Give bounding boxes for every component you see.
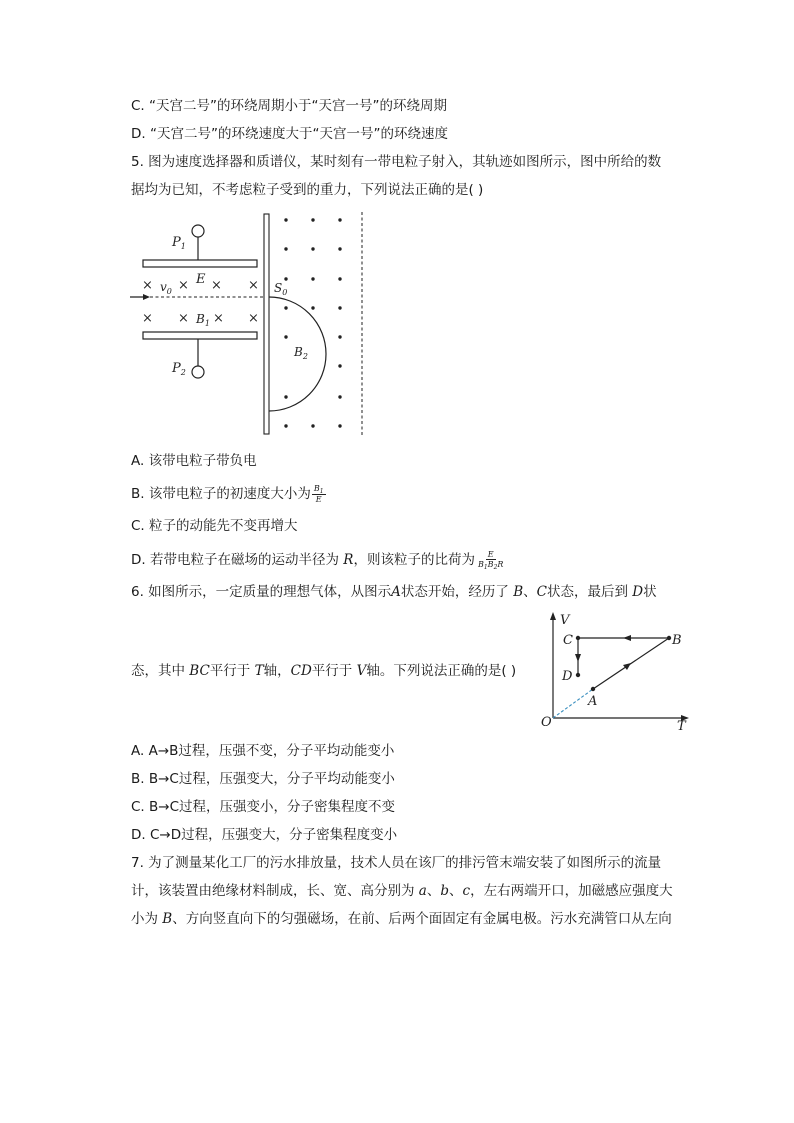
process-a-b [593,638,669,689]
v-t-graph [535,610,695,734]
svg-text:×: × [248,278,259,293]
q7-stem-line1: 7. 为了测量某化工厂的污水排放量，技术人员在该厂的排污管末端安装了如图所示的流量 [131,855,662,871]
point-a-label: A [588,694,598,709]
q6-option-d: D. C→D过程，压强变大，分子密集程度变小 [131,827,398,843]
svg-text:×: × [142,278,153,293]
q5-option-a: A. 该带电粒子带负电 [131,453,257,469]
q5-stem-line1: 5. 图为速度选择器和质谱仪，某时刻有一带电粒子射入，其轨迹如图所示，图中所给的数 [131,154,662,170]
p2-label: $P_2$ [172,361,186,377]
q6-stem-line1: 6. 如图所示，一定质量的理想气体，从图示A状态开始，经历了 B、C状态，最后到 D状 [131,584,657,600]
svg-text:×: × [178,278,189,293]
s0-slit-label: $S_0$ [274,281,288,297]
b2-label: $B_2$ [294,345,308,361]
svg-text:×: × [213,311,224,326]
v0-label: $v_0$ [160,280,172,296]
t-axis-label: T [677,719,686,734]
upper-plate [143,260,257,267]
svg-text:×: × [142,311,153,326]
p2-terminal [192,366,204,378]
q6-option-c: C. B→C过程，压强变小，分子密集程度不变 [131,799,396,815]
b1-label: $B_1$ [196,312,210,328]
q4-option-d: D. “天宫二号”的环绕速度大于“天宫一号”的环绕速度 [131,126,448,142]
point-b [667,636,671,640]
svg-text:×: × [178,311,189,326]
b2-field-dots [284,218,341,427]
q4-option-c: C. “天宫二号”的环绕周期小于“天宫一号”的环绕周期 [131,98,447,114]
q5-option-d: D. 若带电粒子在磁场的运动半径为 R，则该粒子的比荷为 $\frac{E}{B_1B_2R}$ [131,550,504,571]
point-d [576,673,580,677]
lower-plate [143,332,257,339]
q6-option-a: A. A→B过程，压强不变，分子平均动能变小 [131,743,395,759]
q6-option-b: B. B→C过程，压强变大，分子平均动能变小 [131,771,395,787]
q7-stem-line3: 小为 B、方向竖直向下的匀强磁场，在前、后两个面固定有金属电极。污水充满管口从左向 [131,911,672,927]
q5-option-b: B. 该带电粒子的初速度大小为 $\frac{B_1}{E}$ [131,484,324,504]
e-field-label: E [196,272,206,287]
q5-option-d-fraction: $\frac{E}{B_1B_2R}$ [477,550,504,571]
q6-stem-line2: 态，其中 BC平行于 T轴，CD平行于 V轴。下列说法正确的是( ) [131,663,517,679]
q5-stem-line2: 据均为已知，不考虑粒子受到的重力，下列说法正确的是( ) [131,182,484,198]
q7-stem-line2: 计，该装置由绝缘材料制成，长、宽、高分别为 a、b、c，左右两端开口，加磁感应强度大 [131,883,673,899]
origin-label: O [541,715,552,730]
point-a [591,687,595,691]
point-b-label: B [672,633,682,648]
p1-label: $P_1$ [172,235,186,251]
svg-text:×: × [248,311,259,326]
origin-extension [553,689,593,718]
v-axis-label: V [560,613,570,628]
point-c-label: C [563,633,573,648]
q5-option-c: C. 粒子的动能先不变再增大 [131,518,298,534]
q5-option-b-fraction: $\frac{B_1}{E}$ [313,484,324,504]
p1-terminal [192,225,204,237]
velocity-selector-mass-spectrometer-figure [128,208,368,440]
point-d-label: D [562,669,573,684]
spectrometer-wall [264,214,269,434]
point-c [576,636,580,640]
svg-text:×: × [211,278,222,293]
